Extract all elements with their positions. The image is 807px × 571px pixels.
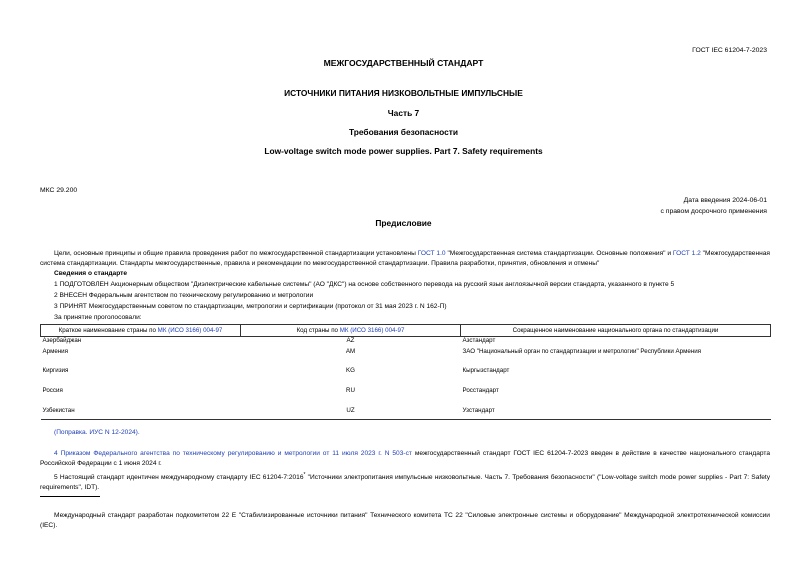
- intro-date: Дата введения 2024-06-01: [683, 197, 767, 204]
- table-header-row: [41, 325, 771, 337]
- table-row: [41, 348, 771, 367]
- document-title-ru: ИСТОЧНИКИ ПИТАНИЯ НИЗКОВОЛЬТНЫЕ ИМПУЛЬСНЫЕ: [284, 88, 523, 98]
- preface-p1-text-2: "Межгосударственная система стандартизации. Основные положения" и: [445, 250, 673, 257]
- info-item-4-text: межгосударственный стандарт ГОСТ IEC 61204-7-2023 введен в действие в качестве национального стандарта Российской Федерации с 1 июня 2024 г.: [40, 450, 770, 467]
- standard-type: МЕЖГОСУДАРСТВЕННЫЙ СТАНДАРТ: [323, 58, 484, 68]
- info-item-5: [40, 470, 770, 493]
- early-application-note: с правом досрочного применения: [660, 208, 767, 215]
- standard-info-heading: Сведения о стандарте: [54, 270, 128, 277]
- info-item-4: [40, 449, 770, 469]
- gost-1-2-link[interactable]: ГОСТ 1.2: [672, 250, 701, 257]
- national-body: Узстандарт: [462, 406, 495, 414]
- mk-iso-link[interactable]: МК (ИСО 3166) 004-97: [157, 327, 223, 334]
- country-name: Россия: [42, 386, 63, 394]
- mks-code: МКС 29.200: [40, 187, 78, 194]
- document-code: ГОСТ IEC 61204-7-2023: [692, 47, 767, 54]
- table-row: [41, 367, 771, 387]
- info-item-2: 2 ВНЕСЕН Федеральным агентством по техническому регулированию и метрологии: [54, 292, 314, 299]
- country-name: Азербайджан: [42, 337, 82, 344]
- gost-1-0-link[interactable]: ГОСТ 1.0: [417, 250, 446, 257]
- table-row: [41, 387, 771, 407]
- national-body: ЗАО "Национальный орган по стандартизации и метрологии" Республики Армения: [462, 347, 702, 355]
- country-code: RU: [346, 386, 355, 394]
- header-country-code: Код страны по МК (ИСО 3166) 004-97: [241, 325, 461, 337]
- info-item-5-text-2: "Источники электропитания импульсные низковольтные. Часть 7. Требования безопасности" ("Low-voltage switch mode power supplies - Part 7: Safety requirements", IDT).: [40, 474, 770, 492]
- country-name: Киргизия: [42, 366, 69, 374]
- info-item-3: 3 ПРИНЯТ Межгосударственным советом по стандартизации, метрологии и сертификации (протокол от 31 мая 2023 г. N 162-П): [54, 303, 447, 310]
- document-part: Часть 7: [387, 108, 420, 118]
- national-body: Росстандарт: [462, 386, 499, 394]
- document-subtitle-ru: Требования безопасности: [348, 127, 459, 137]
- table-row: [41, 337, 771, 348]
- preface-paragraph-1: [40, 249, 770, 269]
- country-code: KG: [346, 366, 355, 374]
- country-code: AM: [345, 347, 356, 355]
- mk-iso-link-2[interactable]: МК (ИСО 3166) 004-97: [339, 327, 405, 334]
- country-name: Армения: [42, 347, 68, 355]
- header-national-body: Сокращенное наименование национального органа по стандартизации: [461, 325, 771, 337]
- country-code: AZ: [346, 337, 355, 344]
- national-body: Кыргызстандарт: [462, 366, 510, 374]
- preface-heading: Предисловие: [375, 218, 432, 228]
- document-title-en: Low-voltage switch mode power supplies. Part 7. Safety requirements: [264, 146, 543, 156]
- header-country-name: Краткое наименование страны по МК (ИСО 3166) 004-97: [41, 325, 241, 337]
- preface-p1-text-3: "Межгосударственная система стандартизации. Стандарты межгосударственные, правила и рекомендации по межгосударственной стандартизации. Правила разработки, принятия, обновления и отмены": [40, 250, 770, 267]
- country-code: UZ: [346, 406, 355, 414]
- footnote-text: Международный стандарт разработан подкомитетом 22 Е "Стабилизированные источники питания" Технического комитета ТС 22 "Силовые электронные системы и оборудование" Международной электротехнической комиссии (IEC).: [40, 512, 770, 529]
- country-name: Узбекистан: [42, 406, 75, 414]
- amendment-link[interactable]: (Поправка. ИУС N 12-2024).: [54, 429, 140, 436]
- footnote-divider: [40, 496, 100, 497]
- footnote-marker: *: [303, 472, 306, 478]
- national-body: Азстандарт: [462, 337, 496, 344]
- table-row: [41, 407, 771, 420]
- preface-p1-text: Цели, основные принципы и общие правила проведения работ по межгосударственной стандартизации установлены: [54, 250, 418, 257]
- voted-label: За принятие проголосовали:: [54, 314, 142, 321]
- info-item-1: 1 ПОДГОТОВЛЕН Акционерным обществом "Диэлектрические кабельные системы" (АО "ДКС") на основе собственного перевода на русский язык англоязычной версии стандарта, указанного в пункте 5: [54, 281, 675, 288]
- order-link[interactable]: 4 Приказом Федерального агентства по техническому регулированию и метрологии от 11 июля 2023 г. N 503-ст: [54, 450, 412, 457]
- info-item-5-text: 5 Настоящий стандарт идентичен международному стандарту IEC 61204-7:2016: [54, 474, 304, 482]
- amendment-note: [40, 428, 770, 438]
- countries-table: [40, 324, 771, 420]
